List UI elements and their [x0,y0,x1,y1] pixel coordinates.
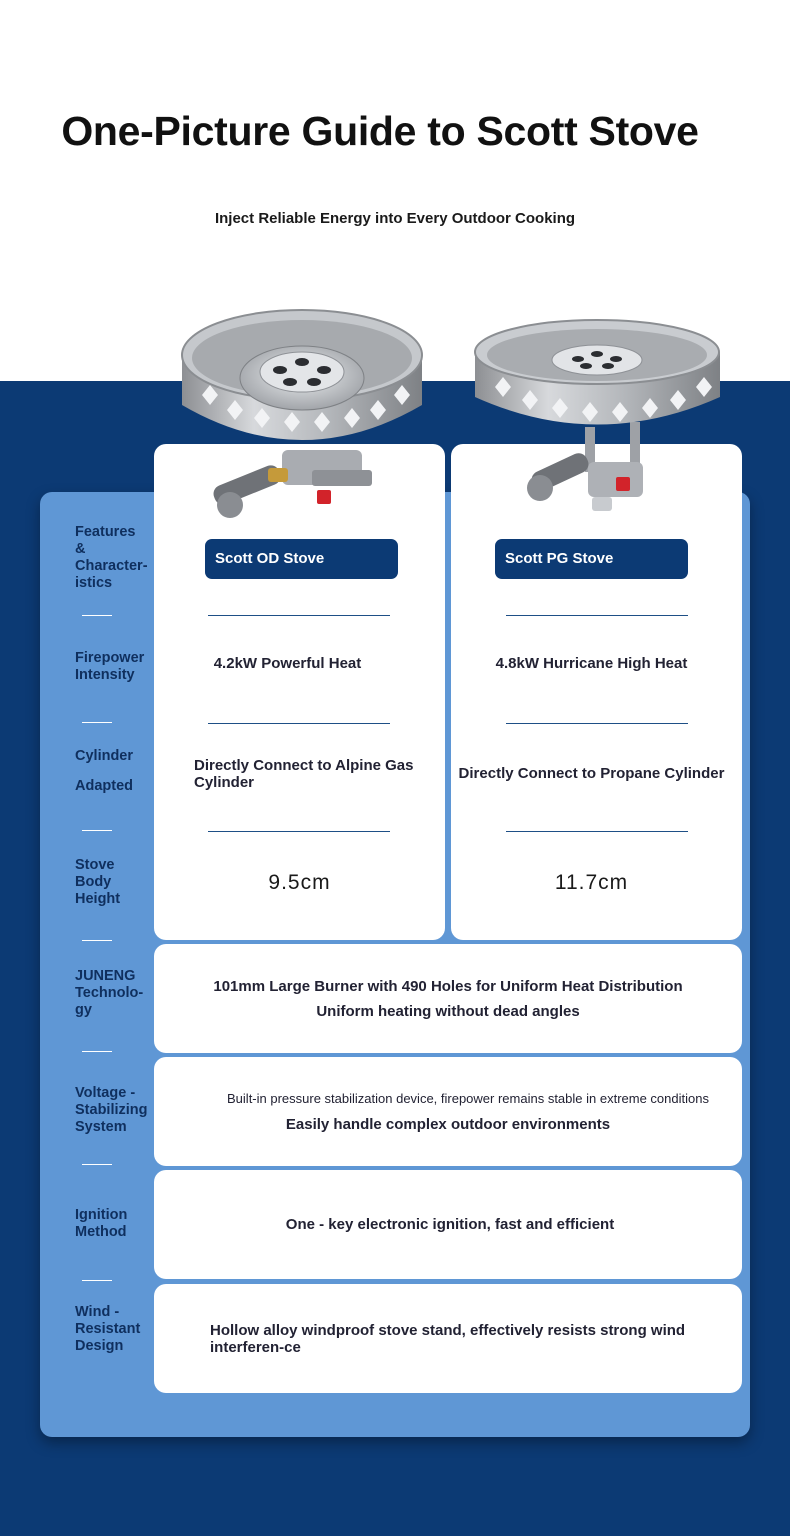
label-rule [82,940,112,941]
card-divider [506,615,688,616]
pg-height: 11.7cm [554,871,629,894]
label-technology: JUNENG Technolo- gy [75,968,144,1018]
label-cylinder: Cylinder Adapted [75,748,134,794]
product-name-od: Scott OD Stove [205,539,398,579]
od-firepower: 4.2kW Powerful Heat [213,655,362,672]
voltage-card [154,1057,742,1166]
label-rule [82,1164,112,1165]
label-features: Features & Character- istics [75,524,148,591]
pg-firepower: 4.8kW Hurricane High Heat [495,655,688,672]
card-divider [506,723,688,724]
od-stove-image [172,300,432,525]
voltage-line-1: Built-in pressure stabilization device, firepower remains stable in extreme conditions [227,1090,709,1106]
label-rule [82,1051,112,1052]
wind-text: Hollow alloy windproof stove stand, effectively resists strong wind interferen-ce [210,1321,686,1356]
label-wind: Wind - Resistant Design [75,1304,141,1354]
technology-line-1: 101mm Large Burner with 490 Holes for Uniform Heat Distribution [213,977,683,995]
page-subtitle: Inject Reliable Energy into Every Outdoor Cooking [214,210,576,227]
page-title: One-Picture Guide to Scott Stove [61,108,699,154]
card-divider [506,831,688,832]
product-name-pg: Scott PG Stove [495,539,688,579]
label-rule [82,830,112,831]
label-rule [82,1280,112,1281]
od-height: 9.5cm [268,871,331,894]
pg-stove-image [470,312,725,520]
label-ignition: Ignition Method [75,1207,128,1240]
technology-card [154,944,742,1053]
pg-cylinder: Directly Connect to Propane Cylinder [458,765,725,782]
voltage-line-2: Easily handle complex outdoor environments [285,1115,611,1133]
label-rule [82,722,112,723]
card-divider [208,831,390,832]
label-voltage: Voltage - Stabilizing System [75,1085,148,1135]
od-cylinder: Directly Connect to Alpine Gas Cylinder [194,757,414,791]
technology-line-2: Uniform heating without dead angles [316,1002,580,1020]
ignition-text: One - key electronic ignition, fast and efficient [285,1216,615,1233]
card-divider [208,615,390,616]
label-height: Stove Body Height [75,857,121,907]
label-rule [82,615,112,616]
ignition-card [154,1170,742,1279]
card-divider [208,723,390,724]
label-firepower: Firepower Intensity [75,650,145,683]
wind-card [154,1284,742,1393]
